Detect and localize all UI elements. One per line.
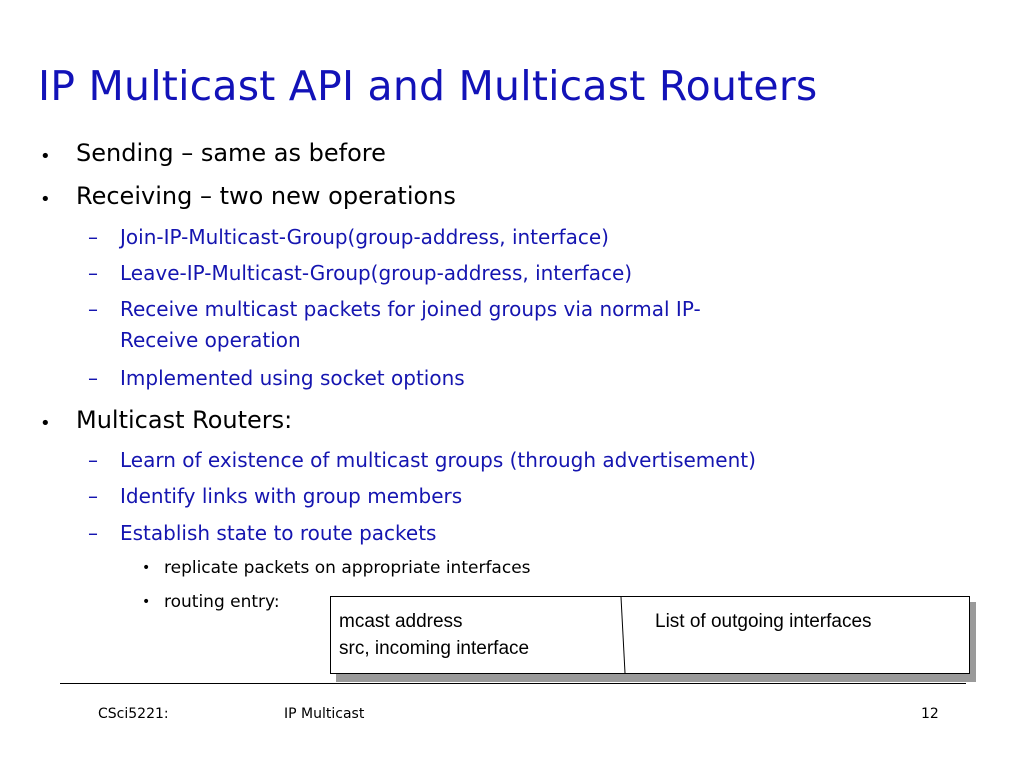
dash-marker: – — [88, 297, 98, 321]
bullet-marker: • — [40, 146, 51, 167]
slide-title: IP Multicast API and Multicast Routers — [38, 62, 818, 110]
subitem-establish: Establish state to route packets — [120, 521, 437, 545]
routing-entry-table — [330, 596, 970, 674]
bullet-marker: • — [142, 594, 151, 610]
subitem-receive-line1: Receive multicast packets for joined groups via normal IP- — [120, 297, 701, 321]
dash-marker: – — [88, 484, 98, 508]
bullet-marker: • — [142, 560, 151, 576]
subitem-socket-options: Implemented using socket options — [120, 366, 465, 390]
subitem-identify: Identify links with group members — [120, 484, 463, 508]
routing-entry-source-interface: src, incoming interface — [339, 638, 530, 659]
bullet-marker: • — [40, 413, 51, 434]
dash-marker: – — [88, 521, 98, 545]
subsubitem-routing-entry: routing entry: — [164, 592, 280, 612]
subitem-receive-line2: Receive operation — [120, 328, 301, 352]
routing-entry-mcast-address: mcast address — [339, 611, 463, 632]
routing-entry-outgoing-interfaces: List of outgoing interfaces — [655, 611, 872, 632]
dash-marker: – — [88, 225, 98, 249]
routing-entry-divider — [331, 597, 969, 673]
subitem-join: Join-IP-Multicast-Group(group-address, interface) — [120, 225, 609, 249]
footer-rule — [60, 683, 966, 684]
bullet-sending: Sending – same as before — [76, 139, 386, 167]
dash-marker: – — [88, 448, 98, 472]
dash-marker: – — [88, 366, 98, 390]
subitem-learn: Learn of existence of multicast groups (through advertisement) — [120, 448, 756, 472]
footer-page-number: 12 — [921, 706, 939, 722]
subsubitem-replicate: replicate packets on appropriate interfaces — [164, 558, 531, 578]
bullet-receiving: Receiving – two new operations — [76, 182, 456, 210]
subitem-leave: Leave-IP-Multicast-Group(group-address, interface) — [120, 261, 633, 285]
footer-course: CSci5221: — [98, 706, 169, 722]
footer-topic: IP Multicast — [284, 706, 365, 722]
dash-marker: – — [88, 261, 98, 285]
bullet-marker: • — [40, 189, 51, 210]
bullet-routers: Multicast Routers: — [76, 406, 293, 434]
